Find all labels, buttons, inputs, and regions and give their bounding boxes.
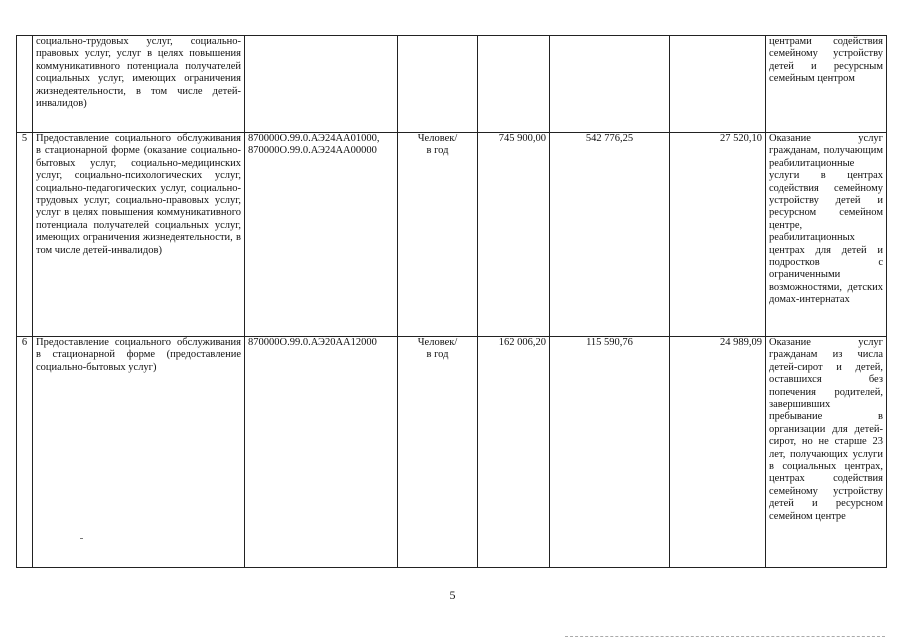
unit-cell — [398, 337, 478, 568]
value-cell-3 — [670, 36, 766, 133]
service-codes — [245, 133, 398, 337]
service-codes — [245, 36, 398, 133]
row-number: 5 — [17, 133, 33, 337]
unit-cell — [398, 36, 478, 133]
unit-cell — [398, 133, 478, 337]
service-code: 870000О.99.0.АЭ20АА12000 — [248, 337, 377, 348]
service-code: 870000О.99.0.АЭ24АА00000 — [248, 145, 377, 157]
unit-line: в год — [426, 145, 449, 157]
table-row — [17, 337, 887, 568]
table-row — [17, 133, 887, 337]
table-row — [17, 36, 887, 133]
note-cell: Оказание услуг гражданам из числа детей-сирот и детей, оставшихся без попечения родителей, завершивших пребывание в организации для детей-сирот, но не старше 23 лет, получающих услуги в социальных центрах, центрах содействия семейному устройству детей и ресурсном семейном центре — [766, 337, 887, 568]
note-cell: Оказание услуг гражданам, получающим реабилитационные услуги в центрах содействия семейному устройству детей и ресурсном семейном центре, реабилитационных центрах для детей и подростков с ограниченными возможностями, детских домах-интернатах — [766, 133, 887, 337]
service-code: 870000О.99.0.АЭ24АА01000, — [248, 133, 380, 144]
unit-line: Человек/ — [417, 337, 458, 348]
value-cell-2 — [550, 36, 670, 133]
row-number — [17, 36, 33, 133]
value-cell-3: 27 520,10 — [670, 133, 766, 337]
service-codes — [245, 337, 398, 568]
value-cell-1 — [478, 36, 550, 133]
services-table — [16, 35, 887, 568]
row-number: 6 — [17, 337, 33, 568]
page-number: 5 — [449, 588, 456, 602]
service-description: Предоставление социального обслуживания в стационарной форме (оказание социально-бытовых услуг, социально-медицинских услуг, социально-психологических услуг, социально-педагогических услуг, социально-трудовых услуг, социально-правовых услуг, услуг в целях повышения коммуникативного потенциала получателей социальных услуг, имеющих ограничения жизнедеятельности, в том числе детей-инвалидов) — [33, 133, 245, 337]
note-cell: центрами содействия семейному устройству детей и ресурсным семейным центром — [766, 36, 887, 133]
service-description: Предоставление социального обслуживания в стационарной форме (предоставление социально-бытовых услуг) — [33, 337, 245, 568]
service-description: социально-трудовых услуг, социально-правовых услуг, услуг в целях повышения коммуникативного потенциала получателей социальных услуг, имеющих ограничения жизнедеятельности, в том числе детей-инвалидов) — [33, 36, 245, 133]
unit-line: в год — [426, 349, 449, 361]
footer-scan-line — [565, 636, 885, 637]
value-cell-2: 115 590,76 — [550, 337, 670, 568]
value-cell-1: 745 900,00 — [478, 133, 550, 337]
value-cell-2: 542 776,25 — [550, 133, 670, 337]
value-cell-3: 24 989,09 — [670, 337, 766, 568]
scan-speck — [80, 538, 83, 539]
value-cell-1: 162 006,20 — [478, 337, 550, 568]
unit-line: Человек/ — [417, 133, 458, 144]
